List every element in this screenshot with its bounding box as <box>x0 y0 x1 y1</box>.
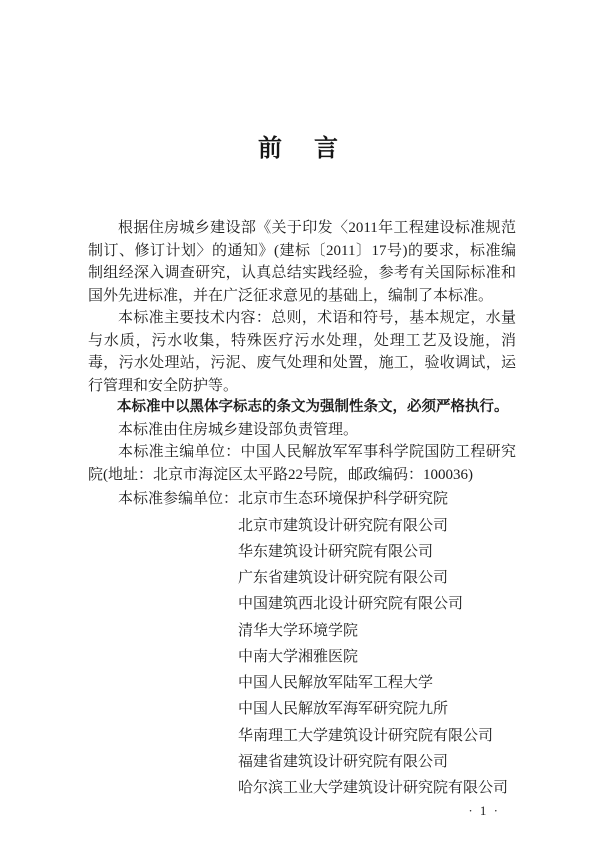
participating-unit: 华东建筑设计研究院有限公司 <box>238 543 434 560</box>
participating-unit: 哈尔滨工业大学建筑设计研究院有限公司 <box>238 780 509 796</box>
participating-unit: 福建省建筑设计研究院有限公司 <box>238 753 449 770</box>
paragraph-chief-editor: 本标准主编单位：中国人民解放军军事科学院国防工程研究院(地址：北京市海淀区太平路22号院，邮政编码：100036) <box>88 444 516 483</box>
paragraph-basis: 根据住房城乡建设部《关于印发〈2011年工程建设标准规范制订、修订计划〉的通知》(建标〔2011〕17号)的要求，标准编制组经深入调查研究，认真总结实践经验，参考有关国际标准和国外先进标准，并在广泛征求意见的基础上，编制了本标准。 <box>88 220 516 304</box>
participating-unit: 北京市建筑设计研究院有限公司 <box>238 517 449 534</box>
page-title: 前 言 <box>258 135 342 162</box>
participating-unit: 华南理工大学建筑设计研究院有限公司 <box>238 727 494 744</box>
paragraph-mandatory-clause: 本标准中以黑体字标志的条文为强制性条文，必须严格执行。 <box>117 399 509 415</box>
participating-label: 本标准参编单位： <box>118 491 239 508</box>
paragraph-contents: 本标准主要技术内容：总则，术语和符号，基本规定，水量与水质，污水收集，特殊医疗污水处理，处理工艺及设施，消毒，污水处理站，污泥、废气处理和处置，施工，验收调试，运行管理和安全防护等。 <box>88 310 516 394</box>
participating-unit: 中国人民解放军海军研究院九所 <box>238 701 449 718</box>
participating-units-block <box>88 486 516 801</box>
participating-unit: 广东省建筑设计研究院有限公司 <box>238 570 449 586</box>
document-body <box>0 217 600 801</box>
participating-unit: 清华大学环境学院 <box>238 622 359 639</box>
participating-unit: 中国建筑西北设计研究院有限公司 <box>238 596 464 613</box>
page-number: · 1 · <box>468 803 500 818</box>
participating-first-line <box>88 486 516 512</box>
participating-unit: 中国人民解放军陆军工程大学 <box>238 675 434 691</box>
paragraph-administration: 本标准由住房城乡建设部负责管理。 <box>118 421 359 438</box>
participating-unit: 中南大学湘雅医院 <box>238 648 359 665</box>
participating-unit: 北京市生态环境保护科学研究院 <box>238 491 449 508</box>
